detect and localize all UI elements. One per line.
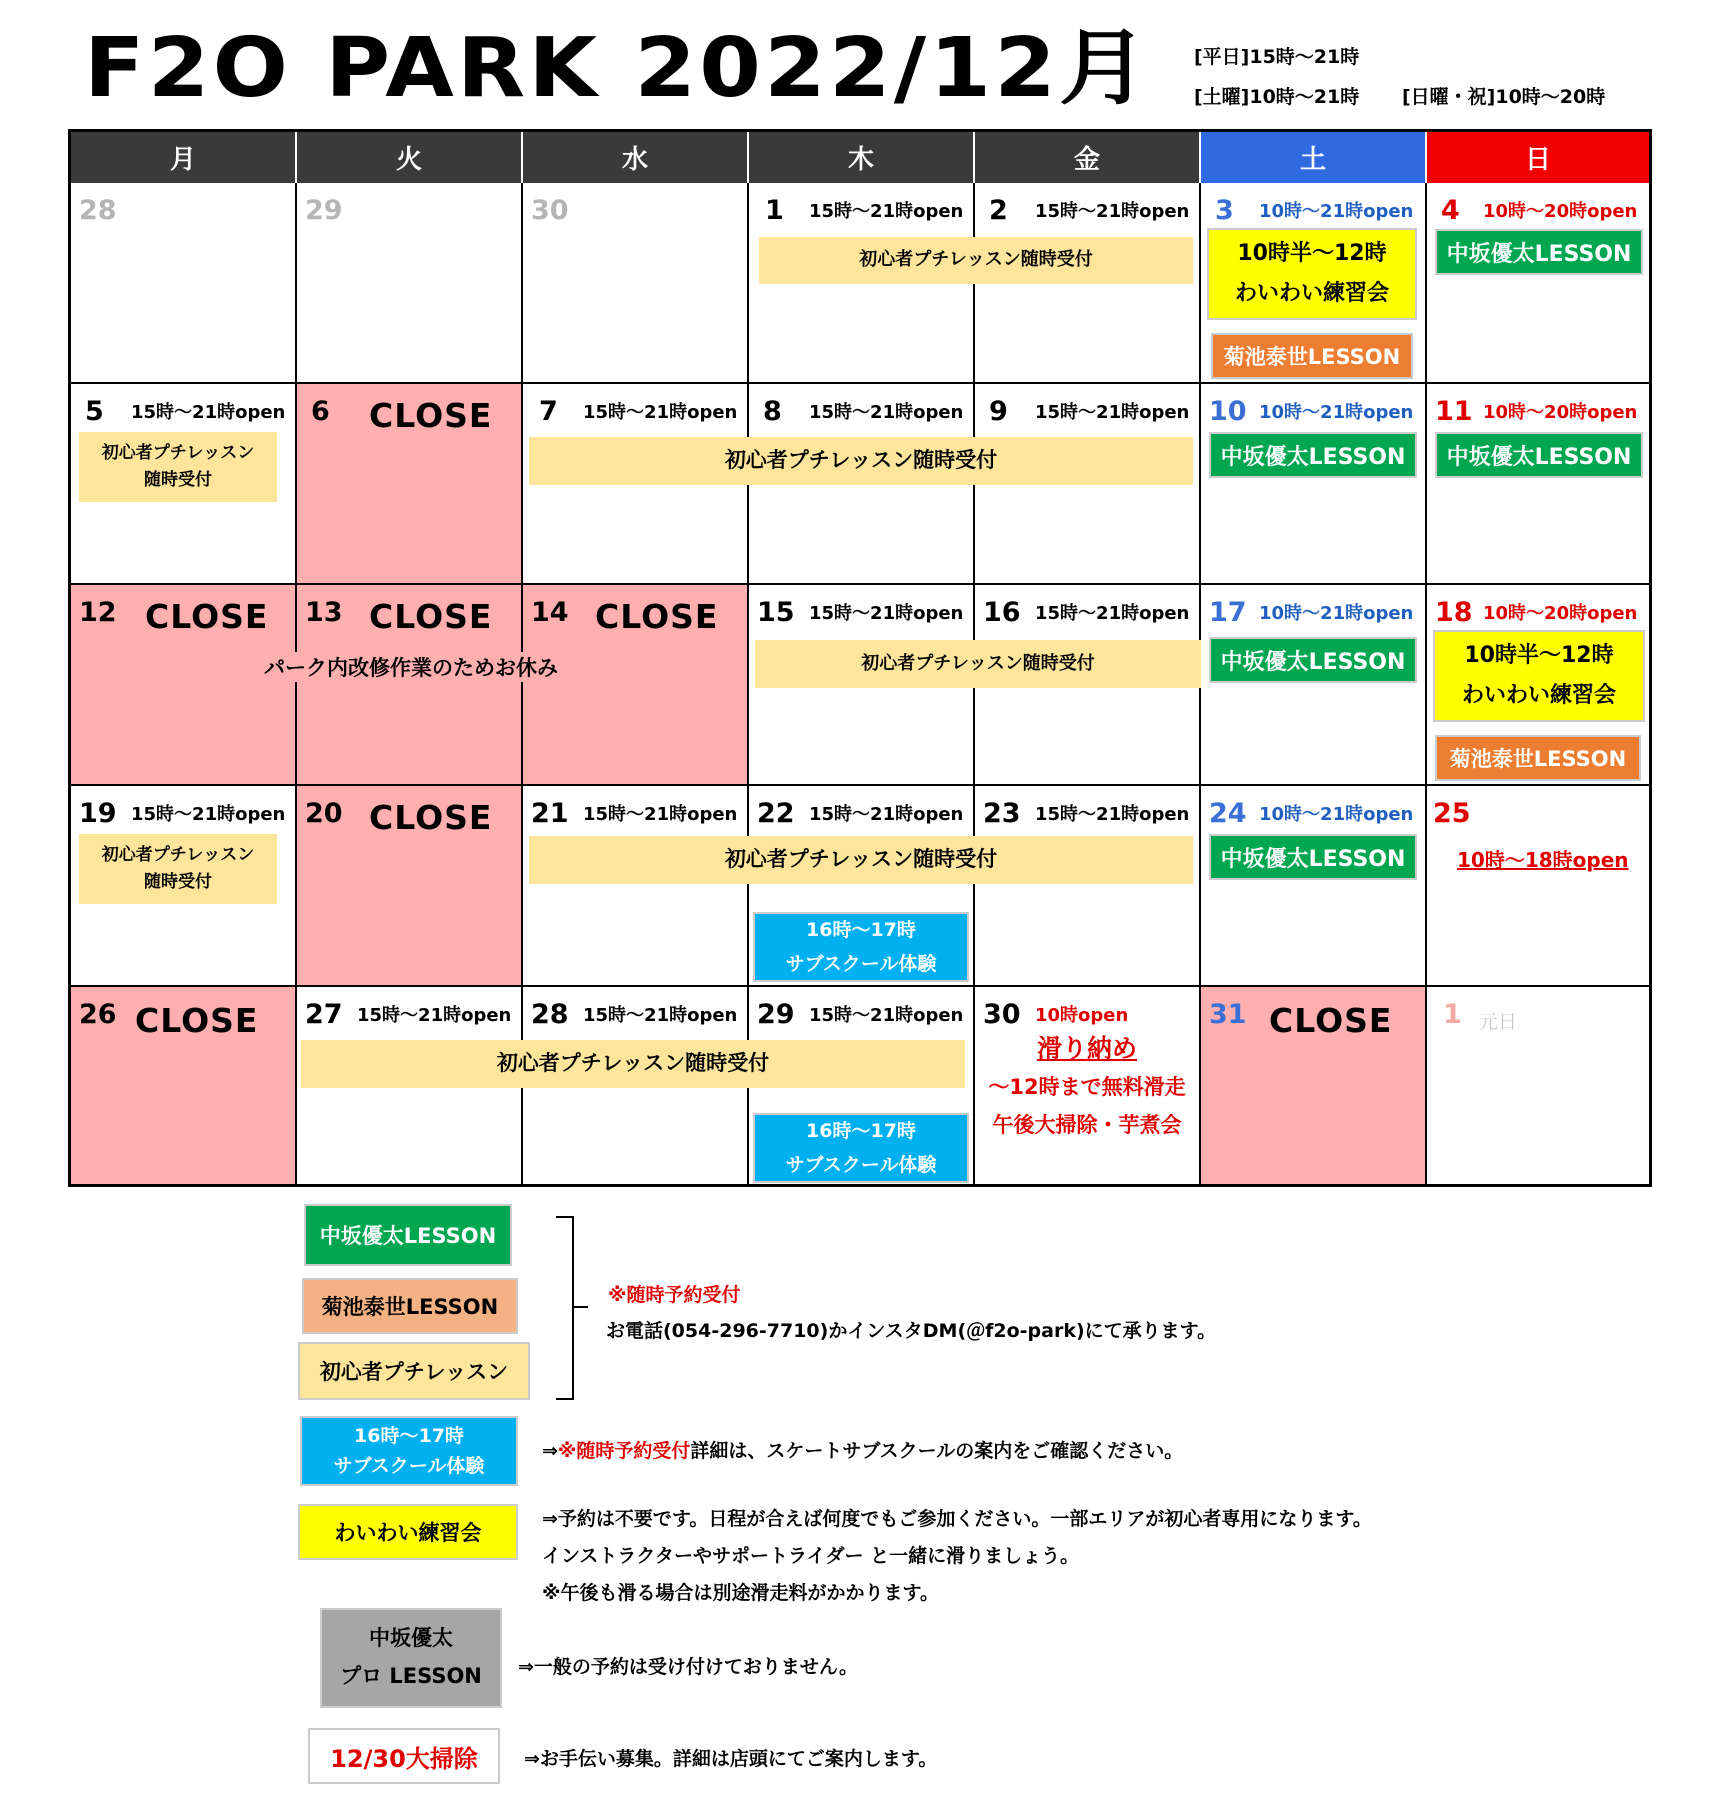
header-mon: 月 — [71, 132, 297, 183]
day-cell — [523, 786, 749, 987]
legend-label: 中坂優太 — [369, 1626, 453, 1651]
header-sun: 日 — [1427, 132, 1649, 183]
page-title: F2O PARK 2022/12月 — [84, 21, 1151, 116]
open-hours: 15時～21時open — [809, 804, 964, 825]
day-number: 2 — [989, 195, 1008, 226]
day-number: 21 — [531, 798, 569, 829]
day-cell — [297, 384, 523, 585]
sunday-hours: [日曜・祝]10時～20時 — [1402, 86, 1606, 108]
open-hours: 15時～21時open — [131, 402, 286, 423]
legend-waiwai: わいわい練習会 — [298, 1504, 518, 1560]
day-number: 24 — [1209, 798, 1247, 829]
open-hours: 15時～21時open — [1035, 603, 1190, 624]
day-number: 30 — [531, 195, 569, 226]
beginner-lesson-band: 初心者プチレッスン随時受付 — [755, 640, 1201, 688]
day-cell — [975, 786, 1201, 987]
beginner-lesson-band: 初心者プチレッスン随時受付 — [529, 437, 1193, 485]
day-number: 28 — [531, 999, 569, 1030]
event-label: サブスクール体験 — [785, 1154, 937, 1176]
waiwai-note-2: インストラクターやサポートライダー と一緒に滑りましょう。 — [542, 1545, 1080, 1567]
open-hours: 15時～21時open — [357, 1005, 512, 1026]
event-label: わいわい練習会 — [1461, 683, 1616, 708]
day-cell — [1201, 585, 1427, 786]
open-hours: 10時～20時open — [1483, 201, 1638, 222]
day-number: 1 — [1443, 999, 1462, 1030]
beginner-lesson-band: 初心者プチレッスン随時受付 — [529, 836, 1193, 884]
legend-cleaning: 12/30大掃除 — [308, 1728, 500, 1784]
open-hours: 15時～21時open — [1035, 201, 1190, 222]
header-wed: 水 — [523, 132, 749, 183]
day-cell — [1201, 987, 1427, 1184]
closed-label: CLOSE — [595, 597, 719, 636]
open-hours: 10時～21時open — [1259, 603, 1414, 624]
day-cell — [1201, 384, 1427, 585]
open-hours: 15時～21時open — [1035, 402, 1190, 423]
event-label: 初心者プチレッスン — [101, 442, 255, 463]
beginner-lesson-band: 初心者プチレッスン随時受付 — [759, 237, 1193, 284]
open-hours: 10時open — [1035, 1005, 1129, 1026]
day-cell — [523, 585, 749, 786]
open-hours: 15時～21時open — [809, 1005, 964, 1026]
kikuchi-lesson: 菊池泰世LESSON — [1435, 735, 1641, 781]
legend-kikuchi: 菊池泰世LESSON — [302, 1278, 518, 1334]
event-label: 初心者プチレッスン — [101, 844, 255, 865]
day-number: 28 — [79, 195, 117, 226]
day-number: 14 — [531, 597, 569, 628]
closed-label: CLOSE — [135, 1001, 259, 1040]
event-label: わいわい練習会 — [1234, 281, 1389, 306]
legend-pro-lesson — [320, 1608, 502, 1708]
nakasaka-lesson: 中坂優太LESSON — [1435, 432, 1643, 478]
day-number: 16 — [983, 597, 1021, 628]
day-number: 22 — [757, 798, 795, 829]
day-cell — [975, 987, 1201, 1184]
day-number: 5 — [85, 396, 104, 427]
day-number: 19 — [79, 798, 117, 829]
day-cell — [1427, 987, 1649, 1184]
day-number: 7 — [539, 396, 558, 427]
day-number: 26 — [79, 999, 117, 1030]
legend-label: 16時～17時 — [354, 1424, 464, 1447]
event-label: 随時受付 — [144, 470, 212, 490]
day-number: 30 — [983, 999, 1021, 1030]
legend-beginner: 初心者プチレッスン — [298, 1342, 530, 1400]
day-number: 3 — [1215, 195, 1234, 226]
open-hours: 15時～21時open — [809, 603, 964, 624]
holiday-label: 元日 — [1479, 1011, 1518, 1033]
calendar-grid — [68, 129, 1652, 1187]
open-hours: 10時～21時open — [1259, 201, 1414, 222]
day-number: 10 — [1209, 396, 1247, 427]
day-number: 23 — [983, 798, 1021, 829]
day-cell — [71, 183, 297, 384]
day-number: 17 — [1209, 597, 1247, 628]
open-hours: 15時～21時open — [1035, 804, 1190, 825]
legend-bracket-tick — [572, 1306, 588, 1308]
legend-nakasaka: 中坂優太LESSON — [304, 1204, 512, 1266]
closed-label: CLOSE — [369, 396, 493, 435]
event-label: サブスクール体験 — [785, 953, 937, 975]
day-number: 31 — [1209, 999, 1247, 1030]
day-cell — [297, 786, 523, 987]
day-number: 12 — [79, 597, 117, 628]
day-number: 1 — [765, 195, 784, 226]
waiwai-event — [1433, 630, 1645, 722]
header-sat: 土 — [1201, 132, 1427, 183]
day-cell — [297, 183, 523, 384]
open-hours: 10時～21時open — [1259, 804, 1414, 825]
open-hours: 10時～20時open — [1483, 402, 1638, 423]
open-hours: 10時～21時open — [1259, 402, 1414, 423]
note-highlight: ※随時予約受付 — [557, 1440, 691, 1462]
waiwai-event — [1207, 228, 1417, 320]
event-time: 16時～17時 — [806, 1119, 916, 1142]
event-time: 10時半～12時 — [1464, 643, 1614, 669]
day-number: 29 — [757, 999, 795, 1030]
day-number: 13 — [305, 597, 343, 628]
open-hours: 10時～20時open — [1483, 603, 1638, 624]
nakasaka-lesson: 中坂優太LESSON — [1209, 637, 1417, 683]
beginner-lesson — [79, 432, 277, 502]
nakasaka-lesson: 中坂優太LESSON — [1435, 229, 1643, 275]
day-cell — [1201, 183, 1427, 384]
kikuchi-lesson: 菊池泰世LESSON — [1211, 333, 1413, 379]
header-fri: 金 — [975, 132, 1201, 183]
reserve-contact: お電話(054-296-7710)かインスタDM(＠f2o-park)にて承ります。 — [606, 1320, 1217, 1342]
day-cell — [749, 786, 975, 987]
weekday-hours: [平日]15時～21時 — [1194, 46, 1360, 68]
waiwai-note-3: ※午後も滑る場合は別途滑走料がかかります。 — [542, 1582, 939, 1604]
event-time: 10時半～12時 — [1237, 241, 1387, 267]
reserve-note: ※随時予約受付 — [608, 1284, 741, 1306]
header-tue: 火 — [297, 132, 523, 183]
day-cell — [1427, 585, 1649, 786]
waiwai-note-1: ⇒予約は不要です。日程が合えば何度でもご参加ください。一部エリアが初心者専用になります。 — [542, 1508, 1372, 1530]
event-title: 滑り納め — [1036, 1034, 1137, 1063]
beginner-lesson-band: 初心者プチレッスン随時受付 — [301, 1040, 965, 1088]
day-cell — [297, 585, 523, 786]
nakasaka-lesson: 中坂優太LESSON — [1209, 432, 1417, 478]
day-number: 15 — [757, 597, 795, 628]
day-number: 27 — [305, 999, 343, 1030]
nakasaka-lesson: 中坂優太LESSON — [1209, 834, 1417, 880]
special-hours: 10時～18時open — [1457, 848, 1629, 872]
note-prefix: ⇒ — [542, 1440, 558, 1462]
open-hours: 15時～21時open — [583, 402, 738, 423]
closed-label: CLOSE — [369, 597, 493, 636]
day-cell — [1427, 384, 1649, 585]
saturday-hours: [土曜]10時～21時 — [1194, 86, 1360, 108]
day-cell — [1427, 183, 1649, 384]
day-number: 20 — [305, 798, 343, 829]
closed-label: CLOSE — [1269, 1001, 1393, 1040]
closed-label: CLOSE — [145, 597, 269, 636]
subschool-note — [542, 1436, 1183, 1463]
note-text: 詳細は、スケートサブスクールの案内をご確認ください。 — [690, 1440, 1184, 1462]
legend-label: サブスクール体験 — [333, 1455, 485, 1477]
day-number: 4 — [1441, 195, 1460, 226]
closed-label: CLOSE — [369, 798, 493, 837]
legend-subschool — [300, 1416, 518, 1486]
event-time: 16時～17時 — [806, 918, 916, 941]
day-number: 11 — [1435, 396, 1473, 427]
day-cell — [71, 384, 297, 585]
open-hours: 15時～21時open — [583, 1005, 738, 1026]
legend-bracket — [556, 1216, 574, 1400]
open-hours: 15時～21時open — [583, 804, 738, 825]
subschool-trial — [753, 1113, 969, 1183]
subschool-trial — [753, 912, 969, 982]
renovation-note: パーク内改修作業のためお休み — [221, 652, 601, 682]
year-end-event — [975, 1031, 1199, 1143]
cleaning-note: ⇒お手伝い募集。詳細は店頭にてご案内します。 — [524, 1748, 938, 1770]
day-number: 29 — [305, 195, 343, 226]
open-hours: 15時～21時open — [131, 804, 286, 825]
day-number: 6 — [311, 396, 330, 427]
day-cell — [523, 183, 749, 384]
open-hours: 15時～21時open — [809, 402, 964, 423]
day-cell — [71, 786, 297, 987]
legend-label: プロ LESSON — [340, 1664, 482, 1688]
day-number: 9 — [989, 396, 1008, 427]
day-number: 25 — [1433, 798, 1471, 829]
day-number: 8 — [763, 396, 782, 427]
day-cell — [71, 585, 297, 786]
day-cell — [1201, 786, 1427, 987]
beginner-lesson — [79, 834, 277, 904]
pro-note: ⇒一般の予約は受け付けておりません。 — [518, 1656, 859, 1678]
open-hours: 15時～21時open — [809, 201, 964, 222]
day-cell — [71, 987, 297, 1184]
day-number: 18 — [1435, 597, 1473, 628]
event-line: 午後大掃除・芋煮会 — [992, 1113, 1182, 1137]
day-cell — [1427, 786, 1649, 987]
header-thu: 木 — [749, 132, 975, 183]
event-label: 随時受付 — [144, 872, 212, 892]
event-line: ～12時まで無料滑走 — [988, 1075, 1186, 1099]
